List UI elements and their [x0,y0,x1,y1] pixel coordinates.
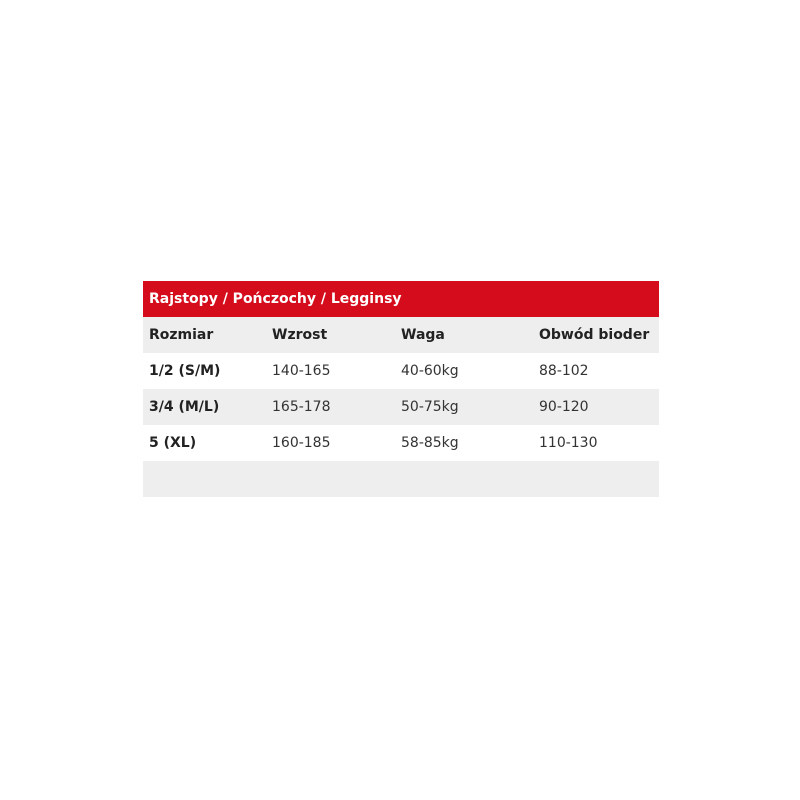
hip-cell: 90-120 [539,399,589,415]
empty-row [143,461,659,497]
table-row [143,353,659,389]
weight-cell: 50-75kg [401,399,459,415]
hip-cell: 88-102 [539,363,589,379]
header-row [143,317,659,353]
header-waga: Waga [401,327,445,343]
height-cell: 140-165 [272,363,331,379]
size-cell: 5 (XL) [149,435,197,451]
header-rozmiar: Rozmiar [149,327,214,343]
size-chart-table [143,281,659,497]
weight-cell: 40-60kg [401,363,459,379]
size-cell: 1/2 (S/M) [149,363,221,379]
height-cell: 160-185 [272,435,331,451]
height-cell: 165-178 [272,399,331,415]
hip-cell: 110-130 [539,435,598,451]
size-cell: 3/4 (M/L) [149,399,220,415]
table-title: Rajstopy / Pończochy / Legginsy [143,281,659,317]
header-obwod-bioder: Obwód bioder [539,327,650,343]
table-row [143,425,659,461]
weight-cell: 58-85kg [401,435,459,451]
header-wzrost: Wzrost [272,327,328,343]
table-row [143,389,659,425]
